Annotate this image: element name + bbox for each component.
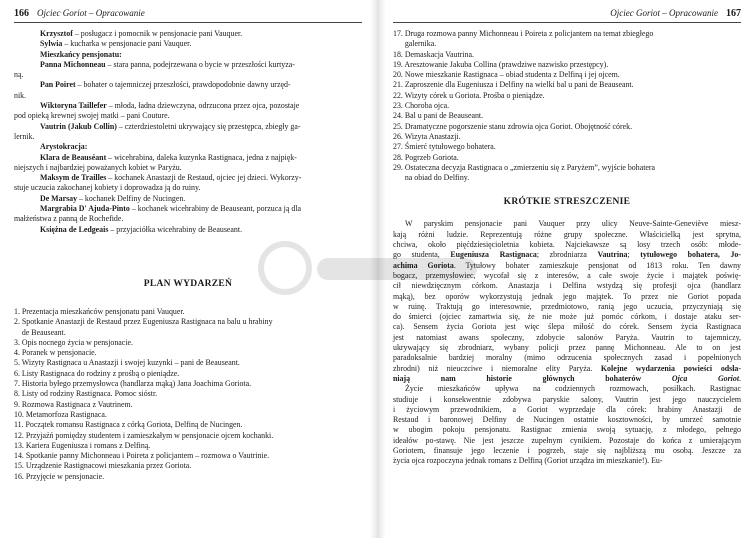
summary-fragment: Eugeniusza Rastignaca (450, 250, 537, 260)
character-entry: Wiktoryna Taillefer – młoda, ładna dziewczyna, odrzucona przez ojca, pozostaje (40, 101, 300, 111)
plan-item: 2. Spotkanie Anastazji de Restaud przez Eugeniusza Rastignaca na balu u hrabiny (14, 317, 273, 327)
summary-line: W paryskim pensjonacie pani Vauquer przy ulicy Neuve-Sainte-Geneviève miesz- (405, 219, 741, 229)
plan-item: 8. Listy od rodziny Rastignaca. Pomoc sióstr. (14, 389, 158, 399)
character-entry: Pan Poiret – bohater o tajemniczej przeszłości, prawdopodobnie dawny urzęd- (40, 80, 291, 90)
plan-item: 9. Rozmowa Rastignaca z Vautrinem. (14, 399, 133, 409)
summary-line (393, 261, 741, 271)
summary-fragment: Ojca Goriot (671, 373, 740, 383)
right-page-header (393, 8, 741, 23)
character-entry: Klara de Beauséant – wicehrabina, daleka kuzynka Rastignaca, jedna z najpięk- (40, 152, 297, 162)
summary-line: mąką), bez oporów wykorzystują jednak jego majątek. To przez nie Goriot popada (393, 291, 741, 301)
page-number: 167 (726, 8, 741, 19)
summary-line (393, 364, 741, 374)
summary-fragment: Kolejne wydarzenia powieści odsła- (600, 363, 741, 373)
summary-fragment: go studenta, (393, 250, 451, 260)
summary-line: do śmierci (ojciec zamartwia się, że nie może już pomóc córkom, i dostaje ataku ser- (393, 312, 741, 322)
summary-line: chciwa, około pięćdziesięcioletnia kobieta. Najciekawsze są losy trzech osób: młode- (393, 240, 741, 250)
character-entry: Maksym de Trailles – kochanek Anastazji de Restaud, ojciec jej dzieci. Wykorzy- (40, 173, 302, 183)
summary-line (393, 374, 741, 384)
plan-item: 1. Prezentacja mieszkańców pensjonatu pani Vauquer. (14, 306, 185, 316)
summary-line: Goriotem, finansuje jego leczenie i pogrzeb, staje się najbliższą mu osobą. Jeszcze za (393, 445, 741, 455)
character-entry: Margrabia D' Ajuda-Pinto – kochanek wicehrabiny de Beauseant, porzuca ją dla (40, 204, 301, 214)
summary-fragment: ; zbrodniarza (536, 250, 598, 260)
summary-fragment: ; (627, 250, 641, 260)
character-entry: De Marsay – kochanek Delfiny de Nucingen. (40, 193, 186, 203)
summary-line: kają różni ludzie. Reprezentują różne grupy społeczne. Właścicielką jest sprytna, (393, 229, 741, 239)
summary-line: życia ojca rozpoczyna jednak romans z Delfiną (Goriot urządza im mieszkanie!). Eu- (393, 456, 663, 466)
summary-fragment: achima Goriota (393, 260, 454, 270)
plan-item: 6. Listy Rastignaca do rodziny z prośbą o pieniądze. (14, 368, 180, 378)
summary-line: Restaud i baronowej Delfiny de Nucingen ostatnie kosztowności, by umrzeć samotnie (393, 415, 741, 425)
plan-item: de Beauseant. (14, 327, 66, 337)
plan-item: 19. Aresztowanie Jakuba Collina (prawdziwe nazwisko przestępcy). (393, 59, 609, 69)
plan-item: 15. Urządzenie Rastignacowi mieszkania przez Goriota. (14, 461, 192, 471)
characters-list (14, 29, 362, 235)
plan-item: 21. Zaproszenie dla Eugeniusza i Delfiny na wielki bal u pani de Beauseant. (393, 80, 634, 90)
character-entry: Księżna de Ledgeais – przyjaciółka wicehrabiny de Beauseant. (40, 224, 243, 234)
summary-line: w ruinę. Traktują go interesownie, przedmiotowo, ranią jego uczucia, przyczyniają się (393, 301, 741, 311)
page-number: 166 (14, 8, 29, 19)
running-title: Ojciec Goriot – Opracowanie (37, 8, 145, 18)
summary-fragment: tytułowego bohatera, Jo- (640, 250, 741, 260)
character-entry: Sylwia – kucharka w pensjonacie pani Vauquer. (40, 39, 192, 49)
summary-line: cił niewdzięcznym córkom. Anastazja i Delfina wstydzą się profesji ojca (handlarz (393, 281, 741, 291)
plan-item: 28. Pogrzeb Goriota. (393, 152, 459, 162)
character-entry: Vautrin (Jakub Collin) – czterdziestoletni ukrywający się przestępca, zbiegły ga- (40, 121, 301, 131)
summary-line (393, 250, 741, 260)
plan-item: 13. Kariera Eugeniusza i romans z Delfiną. (14, 440, 151, 450)
character-entry: Panna Michonneau – stara panna, podejrzewana o bycie w przeszłości kurtyza- (40, 59, 295, 69)
plan-item: 7. Historia byłego przemysłowca (handlarza mąką) Jana Joachima Goriota. (14, 379, 252, 389)
summary-fragment: niają nam historie głównych bohaterów (393, 373, 672, 383)
plan-item: 22. Wizyty córek u Goriota. Prośba o pieniądze. (393, 90, 545, 100)
character-entry-cont: małżeństwa z panną de Rochefide. (14, 214, 124, 224)
section-label: Mieszkańcy pensjonatu: (40, 49, 122, 59)
plan-item: 24. Bal u pani de Beauseant. (393, 111, 484, 121)
plan-list-continued (393, 29, 741, 183)
plan-item: 10. Metamorfoza Rastignaca. (14, 409, 107, 419)
summary-text (393, 219, 741, 466)
plan-item: 27. Śmierć tytułowego bohatera. (393, 142, 496, 152)
character-entry-cont: lernik. (14, 131, 35, 141)
character-entry-cont: ną. (14, 70, 24, 80)
running-title: Ojciec Goriot – Opracowanie (610, 8, 718, 18)
character-entry-cont: stuje uczucia zakochanej kobiety i doprowadza ją do ruiny. (14, 183, 201, 193)
plan-item: 3. Opis nocnego życia w pensjonacie. (14, 337, 133, 347)
right-page (383, 0, 755, 538)
plan-item: 4. Poranek w pensjonacie. (14, 348, 97, 358)
summary-fragment: zbrodni) niż nieuczciwe i niemoralne elity Paryża. (393, 363, 601, 373)
plan-item: 5. Wizyty Rastignaca u Anastazji i swojej kuzynki – pani de Beauseant. (14, 358, 240, 368)
plan-item: 16. Przyjęcie w pensjonacie. (14, 471, 105, 481)
character-entry-cont: nik. (14, 90, 27, 100)
summary-line: w ubogim pokoju pensjonatu. Rastignac zmienia swoją sytuację, z młodego, pełnego (393, 425, 741, 435)
left-page-header (14, 8, 362, 23)
plan-item: galernika. (393, 39, 437, 49)
plan-item: 23. Choroba ojca. (393, 101, 450, 111)
plan-heading: PLAN WYDARZEŃ (143, 278, 233, 289)
plan-item: 11. Początek romansu Rastignaca z córką Goriota, Delfiną de Nucingen. (14, 420, 243, 430)
plan-list (14, 307, 362, 482)
summary-fragment: Vautrina (597, 250, 628, 260)
summary-line: ca). Sensem życia Goriota jest więc ślepa miłość do córek. Sensem życia Rastignaca (393, 322, 741, 332)
summary-line: i życiowym przewodnikiem, a Goriot wyprzedaje dla córek: hrabiny Anastazji de (393, 404, 741, 414)
summary-line: jest natomiast awans społeczny, zdobycie salonów Paryża. Vautrin to tajemniczy, (393, 332, 741, 342)
summary-line: ukrywający się zbrodniarz, wybany policji przez pannę Michonneau. Ale to on jest (393, 343, 741, 353)
plan-item: 29. Ostateczna decyzja Rastignaca o „zmierzeniu się z Paryżem”, wyjście bohatera (393, 162, 656, 172)
summary-heading: KRÓTKIE STRESZCZENIE (503, 197, 631, 208)
summary-line: bogacz, przemysłowiec, wycofał się z interesów, a całe swoje życie i majątek poświę- (393, 270, 741, 280)
summary-line: studiuje i konsekwentnie zdobywa paryskie salony, Vautrin jest jego nauczycielem (393, 394, 741, 404)
plan-item: 18. Demaskacja Vautrina. (393, 49, 474, 59)
character-entry-cont: niejszych i najbardziej poważanych kobiet w Paryżu. (14, 162, 182, 172)
summary-line: ideałów po-stawę. Nie jest jeszcze zupełnym cynikiem. Pozostaje do końca z umierającym (393, 435, 741, 445)
section-label: Arystokracja: (40, 142, 88, 152)
plan-item: 26. Wizyta Anastazji. (393, 131, 461, 141)
plan-item: 17. Druga rozmowa panny Michonneau i Poireta z policjantem na temat zbiegłego (393, 29, 654, 38)
character-entry: Krzysztof – posługacz i pomocnik w pensjonacie pani Vauquer. (40, 29, 243, 38)
plan-item: na obiad do Delfiny. (393, 173, 470, 183)
summary-line: paradoksalnie bardziej moralny (mimo odrzucenia społecznych zasad i popełnionych (393, 353, 741, 363)
summary-fragment: . (739, 373, 741, 383)
summary-fragment: . Tytułowy bohater zamieszkuje pensjonat od 1813 roku. Ten dawny (453, 260, 741, 270)
plan-item: 20. Nowe mieszkanie Rastignaca – obiad studenta z Delfiną i jej ojcem. (393, 70, 620, 80)
left-page (0, 0, 372, 538)
plan-item: 12. Przyjaźń pomiędzy studentem i zamieszkałym w pensjonacie ojcem kochanki. (14, 430, 274, 440)
plan-item: 25. Dramatyczne pogorszenie stanu zdrowia ojca Goriot. Obojętność córek. (393, 121, 633, 131)
summary-line: Życie mieszkańców upływa na codziennych rozmowach, posiłkach. Rastignac (405, 384, 741, 394)
character-entry-cont: pod opieką krewnej swojej matki – pani Couture. (14, 111, 170, 121)
plan-item: 14. Spotkanie panny Michonneau i Poireta z policjantem – rozmowa o Vautrinie. (14, 451, 270, 461)
